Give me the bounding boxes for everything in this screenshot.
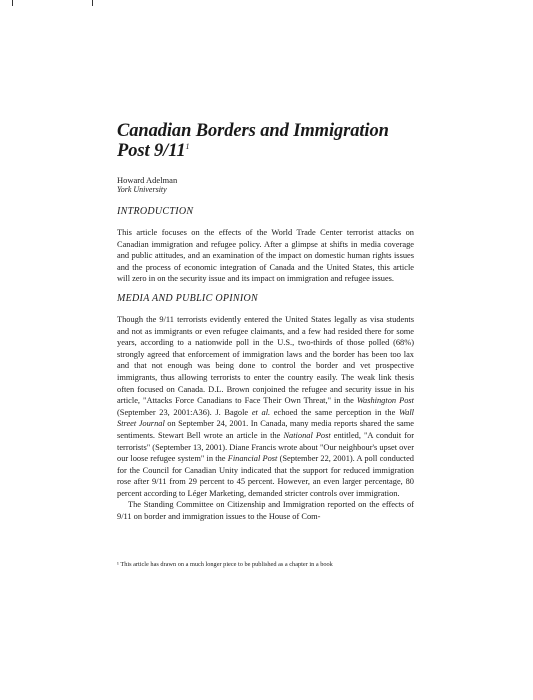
section-heading-media: MEDIA AND PUBLIC OPINION — [117, 292, 258, 304]
text-run: Though the 9/11 terrorists evidently entered the United States legally as visa students and not as immigrants or even refugee claimants, and a few had resided there for some years, according to a nationwide poll in the U.S., two-thirds of those polled (68%) strongly agreed that enforcement of immigration laws and the border has been too lax and that not enough was being done to control the border and vet prospective immigrants, thus allowing terrorists to enter the country easily. The weak link thesis often focused on Canada. D.L. Brown conjoined the refugee and security issue in his article, "Attacks Force Canadians to Face Their Own Threat," in the — [117, 314, 414, 406]
media-paragraph-2 — [117, 499, 414, 522]
text-run: (September 22, 2001). A poll conducted for the Council for Canadian Unity indicated that the support for reduced immigration rose after 9/11 from 29 percent to 45 percent. However, an even larger percentage, 80 percent according to Léger Marketing, demanded stricter controls over immigration. — [117, 454, 414, 498]
intro-text: This article focuses on the effects of the World Trade Center terrorist attacks on Canadian immigration and refugee policy. After a glimpse at shifts in media coverage and public attitudes, and an examination of the impact on domestic human rights issues and the process of economic integration of Canada and the United States, this article will zero in on the security issue and its impact on immigration and refugee issues. — [117, 228, 414, 284]
publication-title: Wall Street Journal — [117, 407, 415, 429]
title-footnote-marker: 1 — [185, 141, 190, 151]
footnote: ¹ This article has drawn on a much longer piece to be published as a chapter in a book — [117, 561, 333, 568]
text-run: The Standing Committee on Citizenship and Immigration reported on the effects of 9/11 on border and immigration issues to the House of Com- — [117, 500, 414, 522]
intro-paragraph — [117, 227, 414, 285]
crop-mark-left — [12, 0, 13, 6]
crop-mark-right — [92, 0, 93, 6]
text-run: entitled, "A conduit for terrorists" (September 13, 2001). Diane Francis wrote about "Our neighbour's upset over our loose refugee system" in the — [117, 430, 414, 464]
latin-abbreviation: et al. — [251, 407, 271, 417]
publication-title: National Post — [283, 430, 331, 440]
text-run: echoed the same perception in the — [270, 407, 399, 417]
author-name: Howard Adelman — [117, 175, 178, 185]
article-title — [117, 121, 414, 161]
media-paragraph-1 — [117, 314, 414, 500]
publication-title: Washington Post — [356, 396, 414, 406]
section-heading-introduction: INTRODUCTION — [117, 206, 194, 217]
author-affiliation: York University — [117, 185, 167, 194]
text-run: (September 23, 2001:A36). J. Bagole — [117, 407, 252, 417]
text-run: on September 24, 2001. In Canada, many media reports shared the same sentiments. Stewart Bell wrote an article in the — [117, 419, 415, 440]
article — [117, 121, 414, 523]
publication-title: Financial Post — [227, 454, 278, 464]
article-title-text: Canadian Borders and Immigration Post 9/11 — [117, 121, 389, 161]
